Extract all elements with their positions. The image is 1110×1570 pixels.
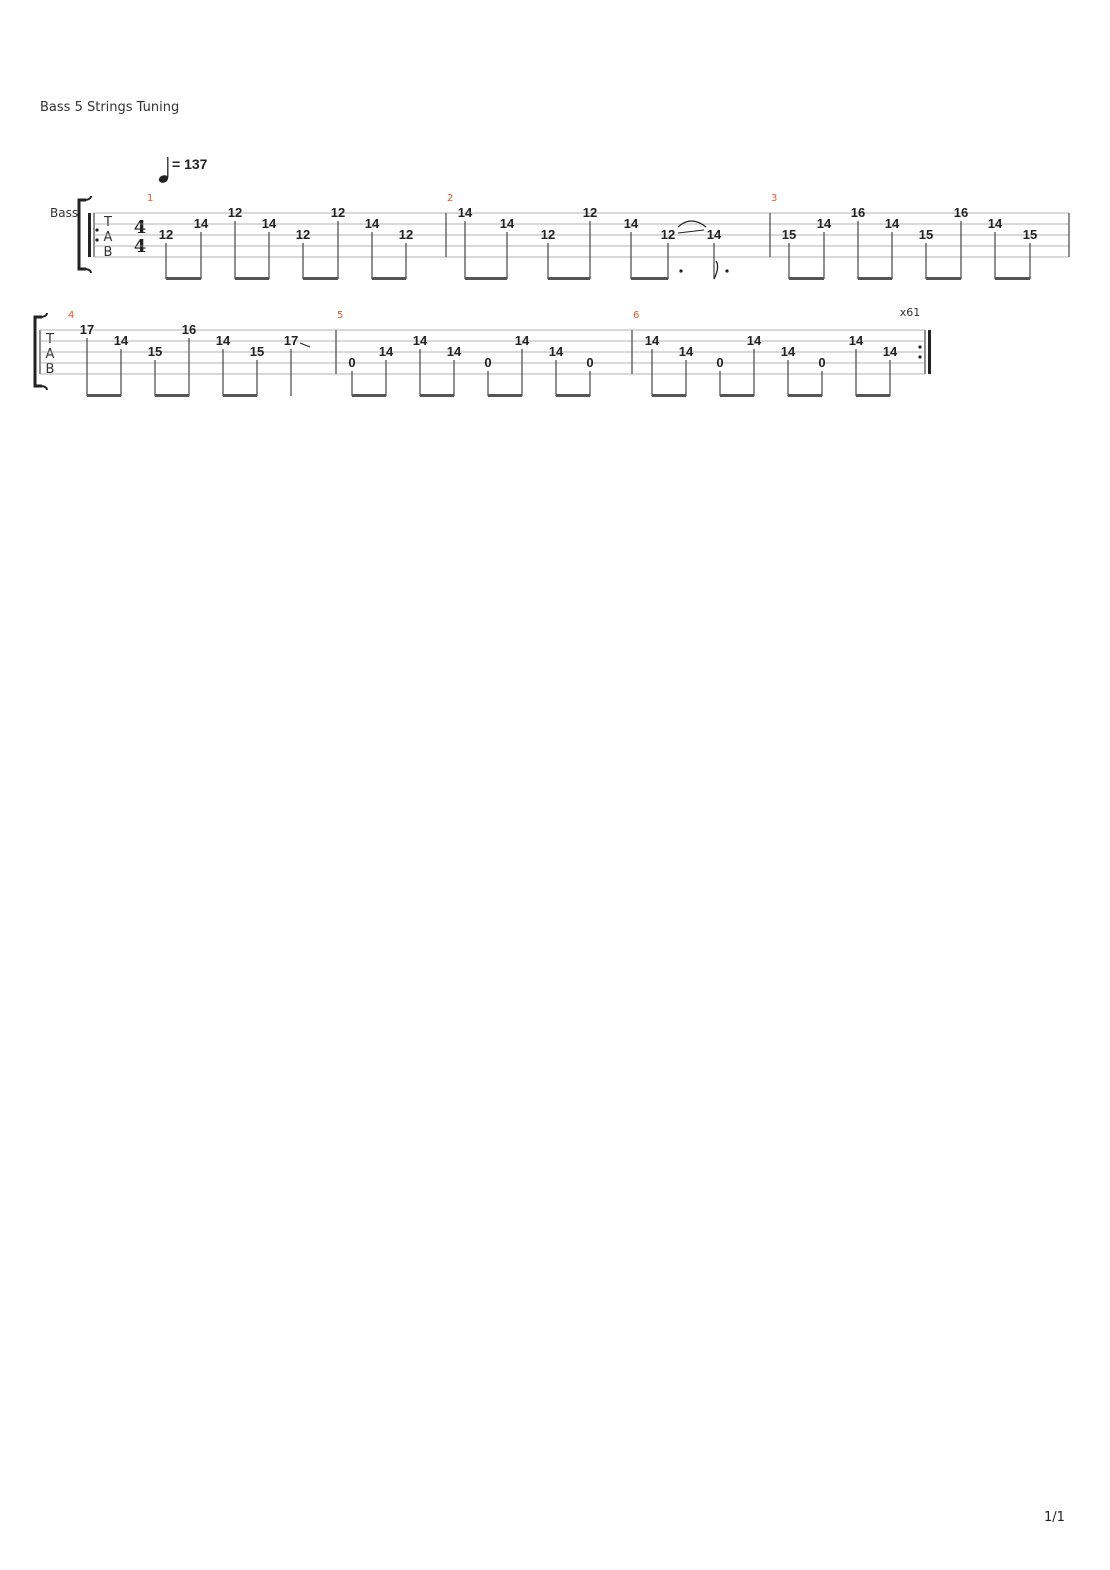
fret-number: 16 (850, 205, 866, 220)
beam (548, 277, 590, 280)
fret-number: 14 (193, 216, 209, 231)
fret-number: 15 (1022, 227, 1038, 242)
fret-number: 14 (215, 333, 231, 348)
tab-letter-b: B (45, 362, 55, 377)
tab-system-1 (94, 193, 1069, 280)
fret-number: 0 (484, 355, 492, 370)
beam (235, 277, 269, 280)
beam (788, 394, 822, 397)
fret-number: 14 (746, 333, 762, 348)
fret-number: 14 (882, 344, 898, 359)
repeat-end-thick-bar (928, 330, 931, 374)
fret-number: 14 (644, 333, 660, 348)
fret-number: 12 (582, 205, 598, 220)
fret-number: 15 (918, 227, 934, 242)
beam (420, 394, 454, 397)
fret-number: 14 (446, 344, 462, 359)
measure-number: 2 (447, 193, 454, 204)
dot (679, 269, 682, 272)
beam (87, 394, 121, 397)
measure-number: 5 (337, 310, 344, 321)
measure-number: 4 (68, 310, 75, 321)
fret-number: 14 (499, 216, 515, 231)
beam (155, 394, 189, 397)
fret-number: 14 (113, 333, 129, 348)
fret-number: 0 (586, 355, 594, 370)
tab-letter-a: A (103, 230, 113, 245)
tab-letter-t: T (46, 332, 54, 347)
fret-number: 14 (412, 333, 428, 348)
system-bracket (79, 200, 86, 269)
track-name: Bass (50, 206, 79, 220)
fret-number: 14 (623, 216, 639, 231)
beam (652, 394, 686, 397)
repeat-dot (918, 345, 921, 348)
fret-number: 14 (678, 344, 694, 359)
fret-number: 14 (514, 333, 530, 348)
tuning-label: Bass 5 Strings Tuning (40, 100, 180, 115)
beam (465, 277, 507, 280)
fret-number: 14 (364, 216, 380, 231)
beam (166, 277, 201, 280)
fret-number: 14 (706, 227, 722, 242)
fret-number: 12 (227, 205, 243, 220)
beam (223, 394, 257, 397)
fret-number: 14 (780, 344, 796, 359)
measure-number: 6 (633, 310, 640, 321)
tab-system-2 (40, 310, 925, 397)
time-signature-bottom: 4 (133, 236, 147, 257)
fret-number: 14 (378, 344, 394, 359)
measure-number: 1 (147, 193, 154, 204)
fret-number: 12 (295, 227, 311, 242)
fret-number: 14 (884, 216, 900, 231)
repeat-count: x61 (899, 306, 921, 319)
flag (714, 261, 718, 279)
beam (488, 394, 522, 397)
fret-number: 14 (457, 205, 473, 220)
slide-out (300, 343, 310, 347)
beam (556, 394, 590, 397)
time-signature-top: 4 (133, 217, 147, 238)
dot (725, 269, 728, 272)
beam (789, 277, 824, 280)
beam (856, 394, 890, 397)
beam (995, 277, 1030, 280)
fret-number: 0 (348, 355, 356, 370)
fret-number: 12 (398, 227, 414, 242)
fret-number: 0 (818, 355, 826, 370)
tab-letter-b: B (103, 245, 113, 260)
tempo-value: = 137 (172, 156, 208, 172)
beam (303, 277, 338, 280)
fret-number: 14 (816, 216, 832, 231)
system-1-decor (79, 196, 146, 273)
beam (352, 394, 386, 397)
repeat-start-thick-bar (88, 213, 91, 257)
fret-number: 17 (283, 333, 299, 348)
tab-letter-t: T (104, 215, 112, 230)
fret-number: 14 (261, 216, 277, 231)
fret-number: 12 (660, 227, 676, 242)
slide (678, 230, 704, 233)
fret-number: 15 (249, 344, 265, 359)
fret-number: 12 (540, 227, 556, 242)
beam (631, 277, 668, 280)
fret-number: 15 (147, 344, 163, 359)
measure-number: 3 (771, 193, 778, 204)
fret-number: 0 (716, 355, 724, 370)
fret-number: 16 (953, 205, 969, 220)
tempo-marking (158, 156, 208, 184)
fret-number: 14 (548, 344, 564, 359)
repeat-dot (95, 228, 98, 231)
repeat-dot (918, 355, 921, 358)
fret-number: 17 (79, 322, 95, 337)
beam (372, 277, 406, 280)
system-2-decor (35, 306, 931, 390)
fret-number: 14 (987, 216, 1003, 231)
fret-number: 16 (181, 322, 197, 337)
fret-number: 15 (781, 227, 797, 242)
beam (858, 277, 892, 280)
beam (926, 277, 961, 280)
system-bracket (35, 317, 42, 386)
tab-letter-a: A (45, 347, 55, 362)
page-number: 1/1 (1044, 1510, 1065, 1525)
beam (720, 394, 754, 397)
fret-number: 14 (848, 333, 864, 348)
staves-layer (40, 193, 1069, 397)
repeat-dot (95, 238, 98, 241)
fret-number: 12 (158, 227, 174, 242)
fret-number: 12 (330, 205, 346, 220)
